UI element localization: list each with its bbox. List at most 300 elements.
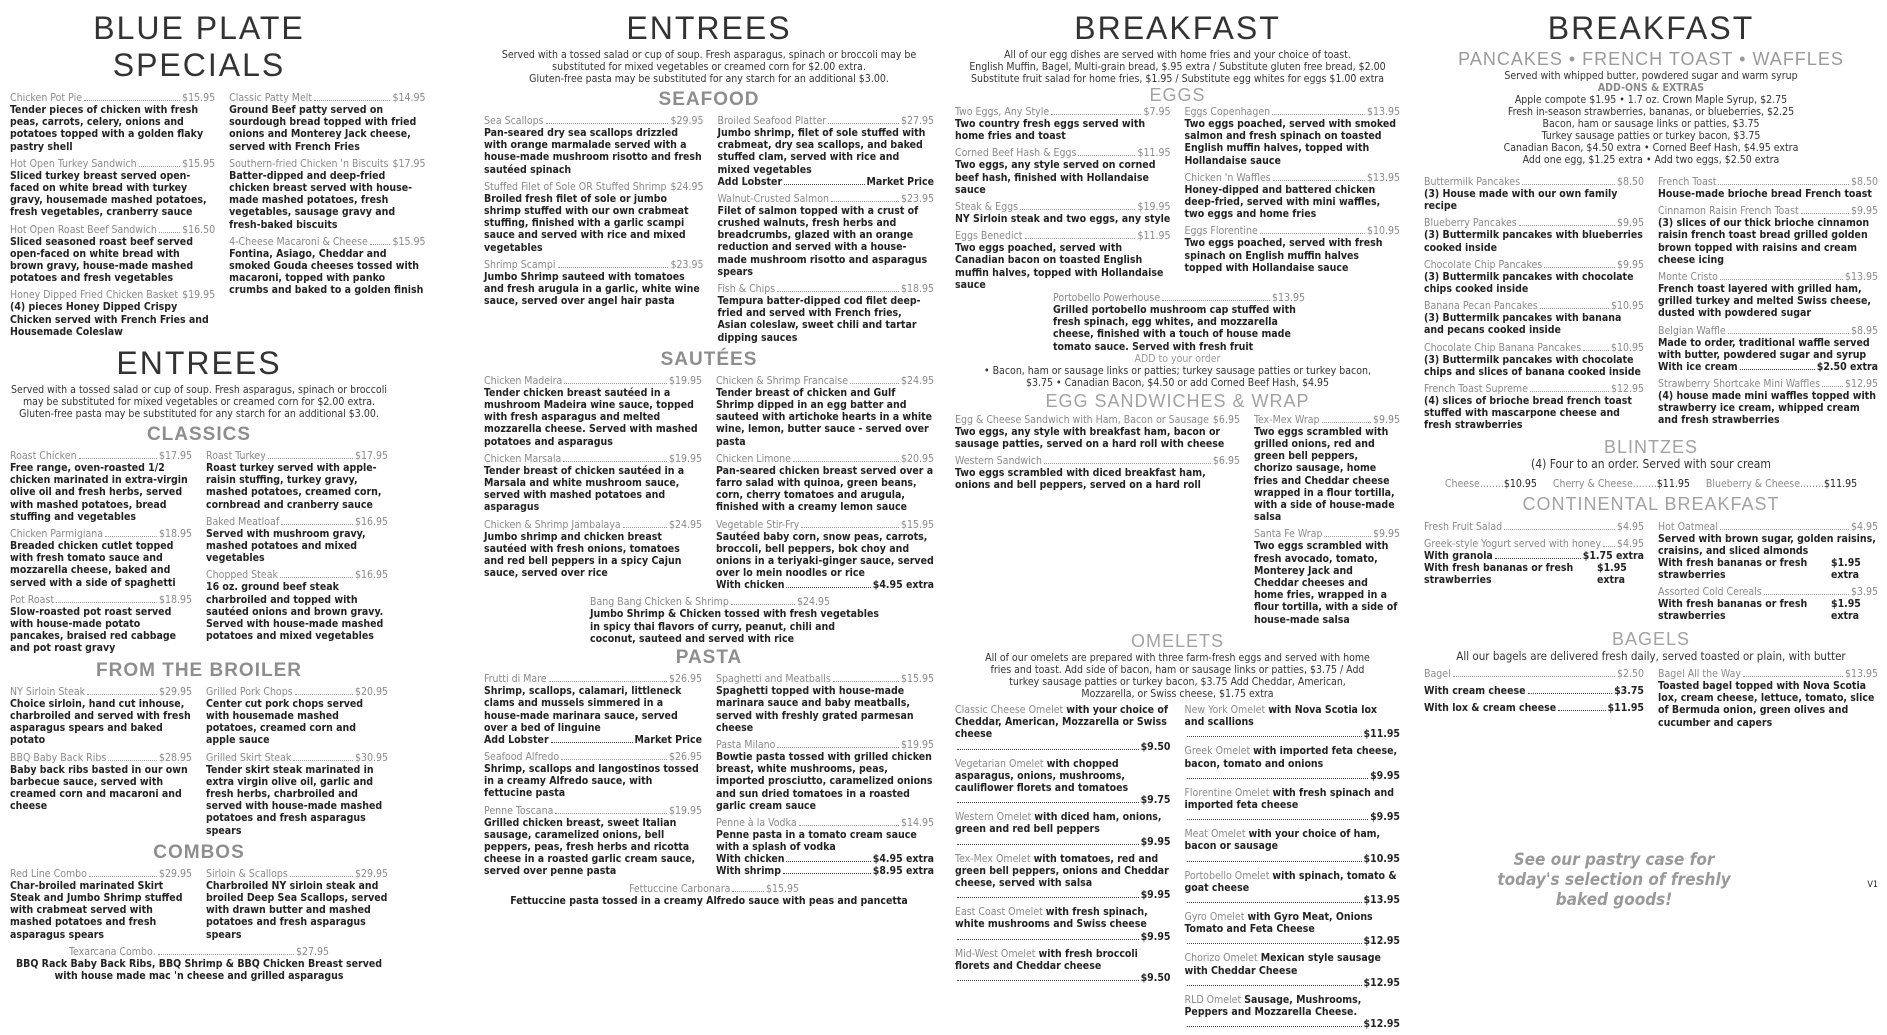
item-price: $19.95 [668, 452, 702, 465]
item-extra [1658, 361, 1878, 373]
item-header [1424, 668, 1644, 680]
item-desc: Tender breast of chicken sautéed in a Marsala and white mushroom sauce, served with mashed potatoes and asparagus [484, 464, 685, 514]
broiler-right [206, 686, 388, 842]
bagel-option-price: $3.75 [1614, 685, 1644, 698]
item-price: $16.95 [354, 515, 388, 528]
version-label: V1 [1867, 880, 1878, 890]
item-price: $4.95 [1616, 520, 1644, 533]
item-header [1254, 414, 1400, 426]
entrees-note-gf: Gluten-free pasta may be substituted for any starch for an additional $3.00. [19, 408, 379, 421]
omelet-price: $12.95 [1363, 935, 1400, 948]
omelet-name: Tex-Mex Omelet [955, 852, 1031, 865]
omelet-desc: with tomatoes, red and green bell peppers, onions and Cheddar cheese, served with salsa [955, 852, 1169, 889]
menu-item [955, 230, 1171, 291]
item-header [718, 283, 935, 295]
omelet-item [955, 948, 1171, 984]
omelet-price-row [955, 972, 1171, 984]
menu-item [716, 817, 934, 877]
item-name: Chicken Madeira [484, 374, 563, 387]
omelet-text [955, 811, 1171, 835]
omelet-item [955, 758, 1171, 807]
item-price: $15.95 [182, 92, 216, 104]
item-header [1658, 271, 1878, 283]
item-desc: Tempura batter-dipped cod filet deep-fried and served with French fries, Asian coleslaw, sweet chili and tartar dipping sauces [717, 295, 921, 344]
item-price: $20.95 [900, 452, 934, 465]
dot-leader [1025, 230, 1136, 239]
menu-item [1658, 271, 1878, 320]
bagel-item [1424, 668, 1644, 680]
menu-item [206, 450, 388, 511]
item-name: Chicken 'n Waffles [1184, 171, 1271, 184]
bps-left [10, 92, 215, 343]
item-name: Grilled Skirt Steak [206, 751, 292, 764]
item-price: $24.95 [670, 180, 704, 193]
item-desc: Broiled fresh filet of sole or jumbo shrimp stuffed with our own crabmeat stuffing, finished with a garlic scampi sauce and served with rice and mixed vegetables [484, 192, 689, 254]
bagel-option-price: $11.95 [1607, 702, 1644, 715]
omelet-price-row [1185, 728, 1401, 740]
dot-leader [1740, 361, 1815, 370]
menu-item [10, 289, 215, 338]
omelet-name: Classic Cheese Omelet [955, 703, 1064, 716]
breakfast-title-2: BREAKFAST [1547, 10, 1755, 46]
broiler-left [10, 686, 192, 842]
omelet-desc: with diced ham, onions, green and red bell peppers [955, 811, 1162, 836]
extra-label: With shrimp [716, 865, 782, 878]
menu-item [718, 283, 935, 344]
omelet-desc: with fresh broccoli florets and Cheddar cheese [955, 947, 1138, 972]
sandwiches-left [955, 414, 1240, 631]
omelet-name: East Coast Omelet [955, 906, 1043, 919]
sautees-left [484, 375, 702, 597]
menu-item [1185, 106, 1401, 167]
menu-item [206, 868, 388, 941]
dot-leader [1522, 176, 1615, 185]
item-header [1424, 342, 1644, 354]
item-desc: Bowtie pasta tossed with grilled chicken breast, white mushrooms, peas, imported prosciutto, caramelized onions and sun dried tomatoes in a roasted garlic cream sauce [716, 750, 933, 812]
item-desc: Char-broiled marinated Skirt Steak and Jumbo Shrimp stuffed with crabmeat served with mashed potatoes and fresh asparagus spears [10, 879, 183, 941]
menu-item [716, 453, 934, 514]
item-name: Chicken Limone [716, 452, 791, 465]
omelet-text [955, 704, 1171, 741]
item-header [484, 453, 702, 465]
item-price: $9.95 [1616, 217, 1644, 230]
menu-item [484, 375, 702, 448]
item-header [1658, 586, 1878, 598]
item-name: Fish & Chips [717, 283, 776, 296]
item-name: Sirloin & Scallops [206, 867, 288, 880]
omelet-name: Greek Omelet [1184, 745, 1251, 758]
item-name: Hot Open Roast Beef Sandwich [10, 223, 157, 236]
add-order-text: • Bacon, ham or sausage links or patties; turkey sausage patties or turkey bacon, $3.75 • Canadian Bacon, $4.50 or add Corned Beef Hash, $4.95 [984, 364, 1371, 389]
dot-leader [623, 519, 667, 528]
omelet-price: $9.95 [1370, 769, 1400, 782]
omelet-text [1185, 828, 1401, 852]
dot-leader [551, 734, 633, 743]
item-header [206, 450, 388, 462]
dot-leader [84, 92, 180, 101]
menu-item [206, 752, 388, 837]
menu-item [484, 453, 702, 514]
omelet-desc: Mexican style sausage with Cheddar Cheese [1184, 952, 1381, 977]
menu-item [1658, 176, 1878, 200]
item-price: $26.95 [668, 750, 702, 763]
dot-leader [1187, 811, 1369, 820]
menu-item [716, 673, 934, 734]
item-desc: Penne pasta in a tomato cream sauce with a splash of vodka [716, 828, 917, 854]
menu-item [229, 158, 425, 231]
item-price: $23.95 [670, 258, 704, 271]
item-price: $29.95 [158, 867, 192, 880]
extra-label: With fresh bananas or fresh strawberries [1658, 557, 1808, 582]
dot-leader [1187, 728, 1362, 737]
extra-price: $1.75 extra [1582, 549, 1644, 562]
dot-leader [957, 836, 1139, 845]
omelet-desc: with Gyro Meat, Onions Tomato and Feta Cheese [1184, 910, 1373, 936]
omelet-item [1185, 828, 1401, 864]
item-price: $27.95 [900, 115, 934, 127]
dot-leader [281, 516, 353, 525]
menu-item [718, 193, 935, 278]
extra-label: Add Lobster [717, 175, 783, 188]
item-price: $13.95 [1844, 271, 1878, 284]
item-desc: Two country fresh eggs served with home fries and toast [955, 118, 1146, 143]
dot-leader [1051, 106, 1141, 115]
broiler-title: FROM THE BROILER [96, 659, 302, 681]
dot-leader [1187, 853, 1362, 862]
item-price: $16.50 [182, 223, 216, 236]
extra-label: With granola [1424, 549, 1493, 562]
item-extra [716, 853, 934, 865]
seafood-right [718, 115, 935, 349]
dot-leader [268, 450, 353, 459]
combos-title: COMBOS [153, 841, 245, 863]
item-name: 4-Cheese Macaroni & Cheese [229, 235, 368, 248]
item-header [484, 259, 704, 271]
dot-leader [786, 853, 870, 862]
dot-leader [1187, 894, 1362, 903]
pancakes-subtitle: PANCAKES • FRENCH TOAST • WAFFLES [1458, 49, 1844, 69]
dot-leader [1187, 770, 1369, 779]
item-price: $19.95 [1137, 201, 1171, 214]
item-desc: Two eggs, any style with breakfast ham, bacon or sausage patties, served on a hard roll with cheese [955, 425, 1225, 451]
fettuccine-item: Fettuccine Carbonara $15.95 [629, 882, 799, 895]
item-price: $14.95 [900, 816, 934, 829]
menu-item [1424, 259, 1644, 295]
item-header [718, 115, 935, 127]
dot-leader [957, 972, 1139, 981]
item-desc: (3) Buttermilk pancakes with blueberries cooked inside [1424, 229, 1643, 254]
omelet-item [955, 853, 1171, 902]
menu-item [484, 751, 702, 800]
dot-leader [1504, 521, 1615, 530]
menu-item [206, 569, 388, 642]
dot-leader [1822, 378, 1843, 387]
item-price: $3.95 [1850, 586, 1878, 599]
portobello-item: Portobello Powerhouse $13.95 Grilled portobello mushroom cap stuffed with fresh spinach, egg whites, and mozzarella cheese, finished with a touch of house made tomato sauce. Served with fresh fruit [1053, 292, 1305, 353]
item-price: $9.95 [1372, 528, 1400, 541]
menu-item [1424, 521, 1644, 533]
item-header [716, 453, 934, 465]
item-header [1424, 300, 1644, 312]
item-price: $13.95 [1366, 106, 1400, 118]
item-desc: Shrimp, scallops, calamari, littleneck clams and mussels simmered in a house-made marinara sauce, served over a bed of linguine [484, 685, 682, 734]
item-header [955, 201, 1171, 213]
menu-item [955, 147, 1171, 196]
dot-leader [1187, 977, 1362, 986]
item-desc: Two eggs, any style served on corned beef hash, finished with Hollandaise sauce [955, 159, 1156, 196]
item-header [484, 751, 702, 763]
item-desc: Two eggs scrambled with grilled onions, red and green bell peppers, chorizo sausage, home fries and Cheddar cheese wrapped in a flour tortilla, with a side of house-made salsa [1253, 425, 1395, 524]
bagels-title: BAGELS [1611, 629, 1691, 650]
extra-label: With fresh bananas or fresh strawberries [1658, 598, 1808, 623]
item-name: Blueberry Pancakes [1424, 217, 1517, 230]
omelet-price-row [955, 889, 1171, 901]
menu-item [1424, 538, 1644, 586]
item-desc: Shrimp, scallops and langostinos tossed in a creamy Alfredo sauce, with fettucine pasta [484, 762, 699, 800]
item-header [1658, 205, 1878, 217]
dot-leader [957, 741, 1139, 750]
blintz-item [1445, 478, 1537, 490]
menu-item [10, 686, 192, 747]
item-header [955, 230, 1171, 242]
dot-leader [828, 115, 899, 124]
item-price: $6.95 [1212, 413, 1240, 426]
dot-leader [957, 889, 1139, 898]
menu-item [716, 375, 934, 448]
item-header [1185, 172, 1401, 184]
item-desc: Served with brown sugar, golden raisins, craisins, and sliced almonds [1658, 532, 1876, 557]
item-name: Chicken & Shrimp Francaise [716, 374, 849, 387]
item-name: Fresh Fruit Salad [1424, 520, 1503, 533]
item-header [1424, 538, 1644, 550]
column-entrees [484, 0, 934, 908]
extra-price: $1.95 extra [1597, 561, 1627, 586]
item-desc: (3) Buttermilk pancakes with chocolate chips and slices of banana cooked inside [1424, 353, 1641, 378]
omelets-left [955, 704, 1171, 1035]
bagel-item [1424, 702, 1644, 714]
omelet-price: $9.50 [1140, 971, 1171, 984]
item-name: Tex-Mex Wrap [1253, 413, 1320, 426]
menu-item [1658, 205, 1878, 266]
omelet-price: $11.95 [1363, 728, 1400, 741]
bagel-option-label: With cream cheese [1424, 685, 1526, 698]
item-desc: Breaded chicken cutlet topped with fresh tomato sauce and mozzarella cheese, baked and served with a side of spaghetti [10, 540, 176, 589]
add-order-title: ADD to your order [1134, 352, 1221, 365]
item-price: $10.95 [1610, 300, 1644, 313]
item-price: $18.95 [900, 283, 934, 296]
menu-item [206, 686, 388, 747]
dot-leader [793, 453, 899, 462]
item-header [484, 375, 702, 387]
dot-leader [801, 519, 899, 528]
dot-leader [105, 528, 157, 537]
dot-leader [108, 752, 157, 761]
item-name: Pot Roast [10, 593, 55, 606]
item-name: Eggs Copenhagen [1184, 106, 1271, 118]
dot-leader [1603, 538, 1615, 547]
item-name: Santa Fe Wrap [1253, 528, 1323, 541]
item-desc: (3) Buttermilk pancakes with chocolate chips cooked inside [1424, 270, 1634, 296]
extra-price: $1.95 extra [1831, 598, 1861, 623]
item-desc: Sliced seasoned roast beef served open-faced on white bread with brown gravy, house-made mashed potatoes and fresh vegetables [10, 235, 194, 285]
item-price: $8.50 [1616, 176, 1644, 188]
column-breakfast-eggs [955, 0, 1400, 1031]
menu-item [1658, 586, 1878, 622]
extra-price: $8.95 extra [872, 865, 934, 878]
menu-item [10, 594, 192, 655]
item-name: Belgian Waffle [1658, 324, 1726, 337]
dot-leader [56, 594, 157, 603]
item-name: Sea Scallops [484, 115, 544, 127]
item-desc: (3) slices of our thick brioche cinnamon raisin french toast bread grilled golden brown topped with raisins and cream cheese icing [1658, 217, 1870, 266]
omelet-price-row [1185, 894, 1401, 906]
omelet-item [1185, 994, 1401, 1030]
dot-leader [1020, 201, 1135, 210]
item-header [1185, 106, 1401, 118]
omelet-item [955, 811, 1171, 847]
item-header [718, 193, 935, 205]
menu-item [229, 236, 425, 297]
extra-label: With chicken [716, 853, 785, 866]
menu-item [718, 115, 935, 188]
omelet-price-row [1185, 1018, 1401, 1030]
item-desc: Two eggs poached, served with Canadian bacon on toasted English muffin halves, topped with Hollandaise sauce [955, 242, 1164, 291]
item-name: Penne Toscana [484, 804, 554, 817]
item-desc: (4) pieces Honey Dipped Crispy Chicken served with French Fries and Housemade Coleslaw [10, 301, 209, 338]
menu-item [10, 92, 215, 153]
omelet-price: $9.95 [1140, 889, 1171, 902]
dot-leader [1273, 172, 1365, 181]
blintz-dots: ........ [1479, 477, 1504, 490]
item-header [955, 455, 1240, 467]
item-price: $28.95 [158, 751, 192, 764]
egg-sandwiches-title: EGG SANDWICHES & WRAP [1045, 390, 1310, 411]
omelet-price-row [955, 931, 1171, 943]
extra-price: $4.95 extra [872, 853, 934, 866]
omelet-price: $9.95 [1140, 930, 1171, 943]
omelet-text [955, 853, 1171, 890]
item-name: Roast Chicken [10, 450, 77, 463]
breakfast-note-2: English Muffin, Bagel, Multi-grain bread, $.95 extra / Substitute gluten free bread, $2.00 [969, 61, 1386, 73]
item-header [955, 414, 1240, 426]
item-header [1424, 176, 1644, 188]
item-name: Spaghetti and Meatballs [716, 673, 831, 686]
item-price: $4.95 [1850, 520, 1878, 533]
pasta-right [716, 673, 934, 882]
extra-label: With chicken [716, 579, 785, 592]
dot-leader [1044, 455, 1211, 464]
item-name: Buttermilk Pancakes [1424, 176, 1521, 188]
item-name: Hot Open Turkey Sandwich [10, 157, 137, 170]
blintz-dots: ........ [1800, 477, 1825, 490]
omelet-item [1185, 870, 1401, 906]
item-header [229, 92, 425, 104]
addon-line: Bacon, ham or sausage links or patties, $3.75 [1542, 118, 1760, 130]
omelet-price: $12.95 [1363, 1018, 1400, 1031]
item-header [1658, 176, 1878, 188]
bagels-left [1424, 668, 1644, 729]
menu-item [1658, 521, 1878, 581]
omelet-text [1185, 952, 1401, 976]
item-desc: Tender skirt steak marinated in extra virgin olive oil, garlic and fresh herbs, charbroiled and served with house-made mashed potatoes and fresh asparagus spears [206, 763, 383, 837]
item-name: Shrimp Scampi [484, 258, 556, 271]
menu-item [1658, 325, 1878, 373]
item-price: $17.95 [354, 450, 388, 463]
item-header [206, 516, 388, 528]
item-price: $2.50 [1616, 668, 1644, 681]
dot-leader [1260, 225, 1365, 234]
omelets-title: OMELETS [1130, 630, 1225, 651]
item-header [10, 92, 215, 104]
omelet-price-row [1185, 853, 1401, 865]
entrees-note: Served with a tossed salad or cup of soup. Fresh asparagus, spinach or broccoli may be substituted for mixed vegetables or creamed corn for $2.00 extra. [11, 384, 387, 409]
dot-leader [786, 579, 870, 588]
item-extra [1424, 562, 1644, 586]
item-header [1658, 325, 1878, 337]
item-desc: Pan-seared dry sea scallops drizzled with orange marmalade served with a house-made mushroom risotto and fresh sautéed spinach [484, 127, 702, 176]
item-desc: Free range, oven-roasted 1/2 chicken marinated in extra-virgin olive oil and fresh herbs, served with mashed potatoes, bread stuffing and vegetables [10, 462, 188, 523]
blintz-name: Blueberry & Cheese [1705, 477, 1801, 490]
menu-item [1658, 378, 1878, 427]
item-header [484, 519, 702, 531]
item-name: Bagel [1424, 668, 1451, 681]
menu-item [206, 516, 388, 565]
item-name: Eggs Florentine [1184, 225, 1258, 238]
omelet-name: Western Omelet [955, 811, 1032, 824]
item-desc: (3) Buttermilk pancakes with banana and pecans cooked inside [1424, 312, 1622, 337]
omelet-desc: with fresh spinach and imported feta cheese [1184, 786, 1395, 811]
omelet-desc: with spinach, tomato & goat cheese [1184, 869, 1397, 894]
dot-leader [1324, 528, 1371, 537]
item-desc: Tender chicken breast sautéed in a mushroom Madeira wine sauce, topped with fresh asparagus and melted mozzarella cheese. Served with mashed potatoes and asparagus [484, 386, 698, 448]
item-extra [718, 176, 935, 188]
breakfast-note-3: Substitute fruit salad for home fries, $1.95 / Substitute egg whites for eggs $1.00 extra [971, 73, 1384, 85]
item-price: $29.95 [670, 115, 704, 127]
item-name: Pasta Milano [716, 738, 776, 751]
omelet-desc: with fresh spinach, white mushrooms and Swiss cheese [955, 906, 1148, 931]
dot-leader [1544, 259, 1615, 268]
omelet-desc: with imported feta cheese, bacon, tomato and onions [1184, 745, 1398, 770]
addon-line: Turkey sausage patties or turkey bacon, $3.75 [1541, 130, 1761, 142]
dot-leader [1728, 325, 1849, 334]
menu-item [1185, 172, 1401, 221]
dot-leader [1720, 521, 1849, 530]
dot-leader [831, 193, 899, 202]
menu-item [484, 673, 702, 746]
menu-item [484, 181, 704, 254]
blintz-price: $11.95 [1656, 477, 1690, 490]
entrees-note-gf-2: Gluten-free pasta may be substituted for any starch for an additional $3.00. [529, 73, 889, 85]
bagels-right: Bagel All the Way $13.95 Toasted bagel topped with Nova Scotia lox, cream cheese, lettuce, tomato, slice of Bermuda onion, green olives and cucumber and capers [1658, 668, 1878, 729]
dot-leader [549, 673, 667, 682]
item-name: Strawberry Shortcake Mini Waffles [1658, 378, 1821, 391]
pasta-title: PASTA [675, 647, 743, 669]
entrees-title-1: ENTREES [116, 345, 282, 382]
item-name: Chocolate Chip Banana Pancakes [1424, 341, 1582, 354]
menu-item [716, 519, 934, 592]
item-desc: 16 oz. ground beef steak charbroiled and topped with sautéed onions and brown gravy. Served with house-made mashed potatoes and mixed vegetables [206, 581, 384, 643]
omelet-desc: with Nova Scotia lox and scallions [1184, 703, 1378, 729]
item-desc: Baby back ribs basted in our own barbecue sauce, served with creamed corn and macaroni and cheese [10, 763, 188, 813]
dot-leader [290, 868, 353, 877]
item-name: Baked Meatloaf [206, 515, 280, 528]
item-price: $13.95 [1366, 171, 1400, 184]
item-header [484, 673, 702, 685]
item-desc: Made to order, traditional waffle served with butter, powdered sugar and syrup [1658, 336, 1870, 361]
item-price: $18.95 [158, 528, 192, 541]
dot-leader [957, 931, 1139, 940]
omelet-text [1185, 911, 1401, 935]
